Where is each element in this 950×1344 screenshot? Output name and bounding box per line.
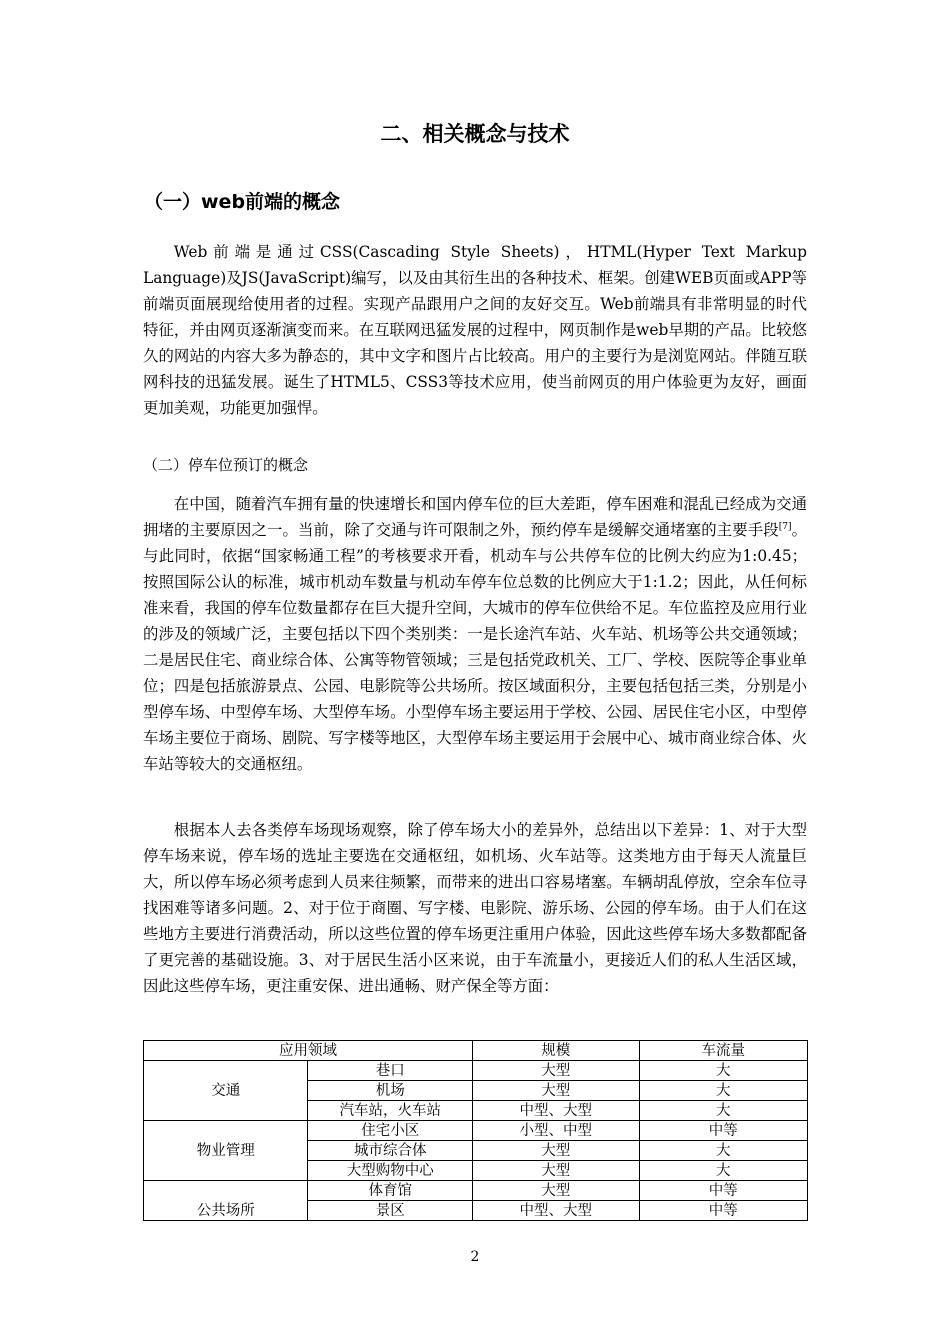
table-header-cell: 车流量 <box>639 1041 808 1061</box>
flow-cell: 大 <box>639 1081 808 1101</box>
place-cell: 大型购物中心 <box>308 1161 473 1181</box>
scale-cell: 大型 <box>472 1061 639 1081</box>
place-cell: 巷口 <box>308 1061 473 1081</box>
table-header-cell: 应用领域 <box>144 1041 473 1061</box>
place-cell: 体育馆 <box>308 1181 473 1201</box>
table-row <box>144 1181 808 1201</box>
domain-cell: 物业管理 <box>144 1121 308 1181</box>
section-heading-parking-reservation: （二）停车位预订的概念 <box>143 456 309 474</box>
section-heading-web-frontend: （一）web前端的概念 <box>144 191 341 213</box>
citation-ref: [7] <box>778 522 792 532</box>
page-number: 2 <box>470 1249 480 1265</box>
place-cell: 城市综合体 <box>308 1141 473 1161</box>
scale-cell: 中型、大型 <box>472 1101 639 1121</box>
scale-cell: 大型 <box>472 1081 639 1101</box>
flow-cell: 中等 <box>639 1181 808 1201</box>
flow-cell: 大 <box>639 1161 808 1181</box>
place-cell: 住宅小区 <box>308 1121 473 1141</box>
place-cell: 机场 <box>308 1081 473 1101</box>
paragraph-text: 在中国，随着汽车拥有量的快速增长和国内停车位的巨大差距，停车困难和混乱已经成为交通拥堵的主要原因之一。当前，除了交通与许可限制之外，预约停车是缓解交通堵塞的主要手段 <box>143 495 807 539</box>
scale-cell: 大型 <box>472 1161 639 1181</box>
flow-cell: 中等 <box>639 1201 808 1221</box>
scale-cell: 小型、中型 <box>472 1121 639 1141</box>
table-row <box>144 1121 808 1141</box>
domain-cell: 公共场所 <box>144 1181 308 1221</box>
flow-cell: 大 <box>639 1141 808 1161</box>
place-cell: 汽车站，火车站 <box>308 1101 473 1121</box>
flow-cell: 大 <box>639 1061 808 1081</box>
table-header-cell: 规模 <box>472 1041 639 1061</box>
paragraph-web-frontend: Web前端是通过CSS(Cascading Style Sheets)，HTML(Hyper Text Markup Language)及JS(JavaScript)编写，以及由其衍生出的各种技术、框架。创建WEB页面或APP等前端页面展现给使用者的过程。实现产品跟用户之间的友好交互。Web前端具有非常明显的时代特征，并由网页逐渐演变而来。在互联网迅猛发展的过程中，网页制作是web早期的产品。比较悠久的网站的内容大多为静态的，其中文字和图片占比较高。用户的主要行为是浏览网站。伴随互联网科技的迅猛发展。诞生了HTML5、CSS3等技术应用，使当前网页的用户体验更为友好，画面更加美观，功能更加强悍。 <box>143 243 807 417</box>
table-row <box>144 1061 808 1081</box>
table-header-row <box>144 1041 808 1061</box>
parking-domain-table <box>143 1040 808 1221</box>
paragraph-parking-background <box>143 491 807 777</box>
scale-cell: 大型 <box>472 1181 639 1201</box>
scale-cell: 中型、大型 <box>472 1201 639 1221</box>
paragraph-text: 。与此同时，依据“国家畅通工程”的考核要求开看，机动车与公共停车位的比例大约应为1:0.45；按照国际公认的标准，城市机动车数量与机动车停车位总数的比例应大于1:1.2；因此，从任何标准来看，我国的停车位数量都存在巨大提升空间，大城市的停车位供给不足。车位监控及应用行业的涉及的领域广泛，主要包括以下四个类别类：一是长途汽车站、火车站、机场等公共交通领域；二是居民住宅、商业综合体、公寓等物管领域；三是包括党政机关、工厂、学校、医院等企事业单位；四是包括旅游景点、公园、电影院等公共场所。按区域面积分，主要包括包括三类，分别是小型停车场、中型停车场、大型停车场。小型停车场主要运用于学校、公园、居民住宅小区，中型停车场主要位于商场、剧院、写字楼等地区，大型停车场主要运用于会展中心、城市商业综合体、火车站等较大的交通枢纽。 <box>143 521 807 773</box>
flow-cell: 中等 <box>639 1121 808 1141</box>
flow-cell: 大 <box>639 1101 808 1121</box>
page-title: 二、相关概念与技术 <box>380 122 570 146</box>
place-cell: 景区 <box>308 1201 473 1221</box>
paragraph-parking-observation: 根据本人去各类停车场现场观察，除了停车场大小的差异外，总结出以下差异：1、对于大型停车场来说，停车场的选址主要选在交通枢纽，如机场、火车站等。这类地方由于每天人流量巨大，所以停车场必须考虑到人员来往频繁，而带来的进出口容易堵塞。车辆胡乱停放，空余车位寻找困难等诸多问题。2、对于位于商圈、写字楼、电影院、游乐场、公园的停车场。由于人们在这些地方主要进行消费活动，所以这些位置的停车场更注重用户体验，因此这些停车场大多数都配备了更完善的基础设施。3、对于居民生活小区来说，由于车流量小，更接近人们的私人生活区域，因此这些停车场，更注重安保、进出通畅、财产保全等方面： <box>143 821 807 995</box>
domain-cell: 交通 <box>144 1061 308 1121</box>
scale-cell: 大型 <box>472 1141 639 1161</box>
